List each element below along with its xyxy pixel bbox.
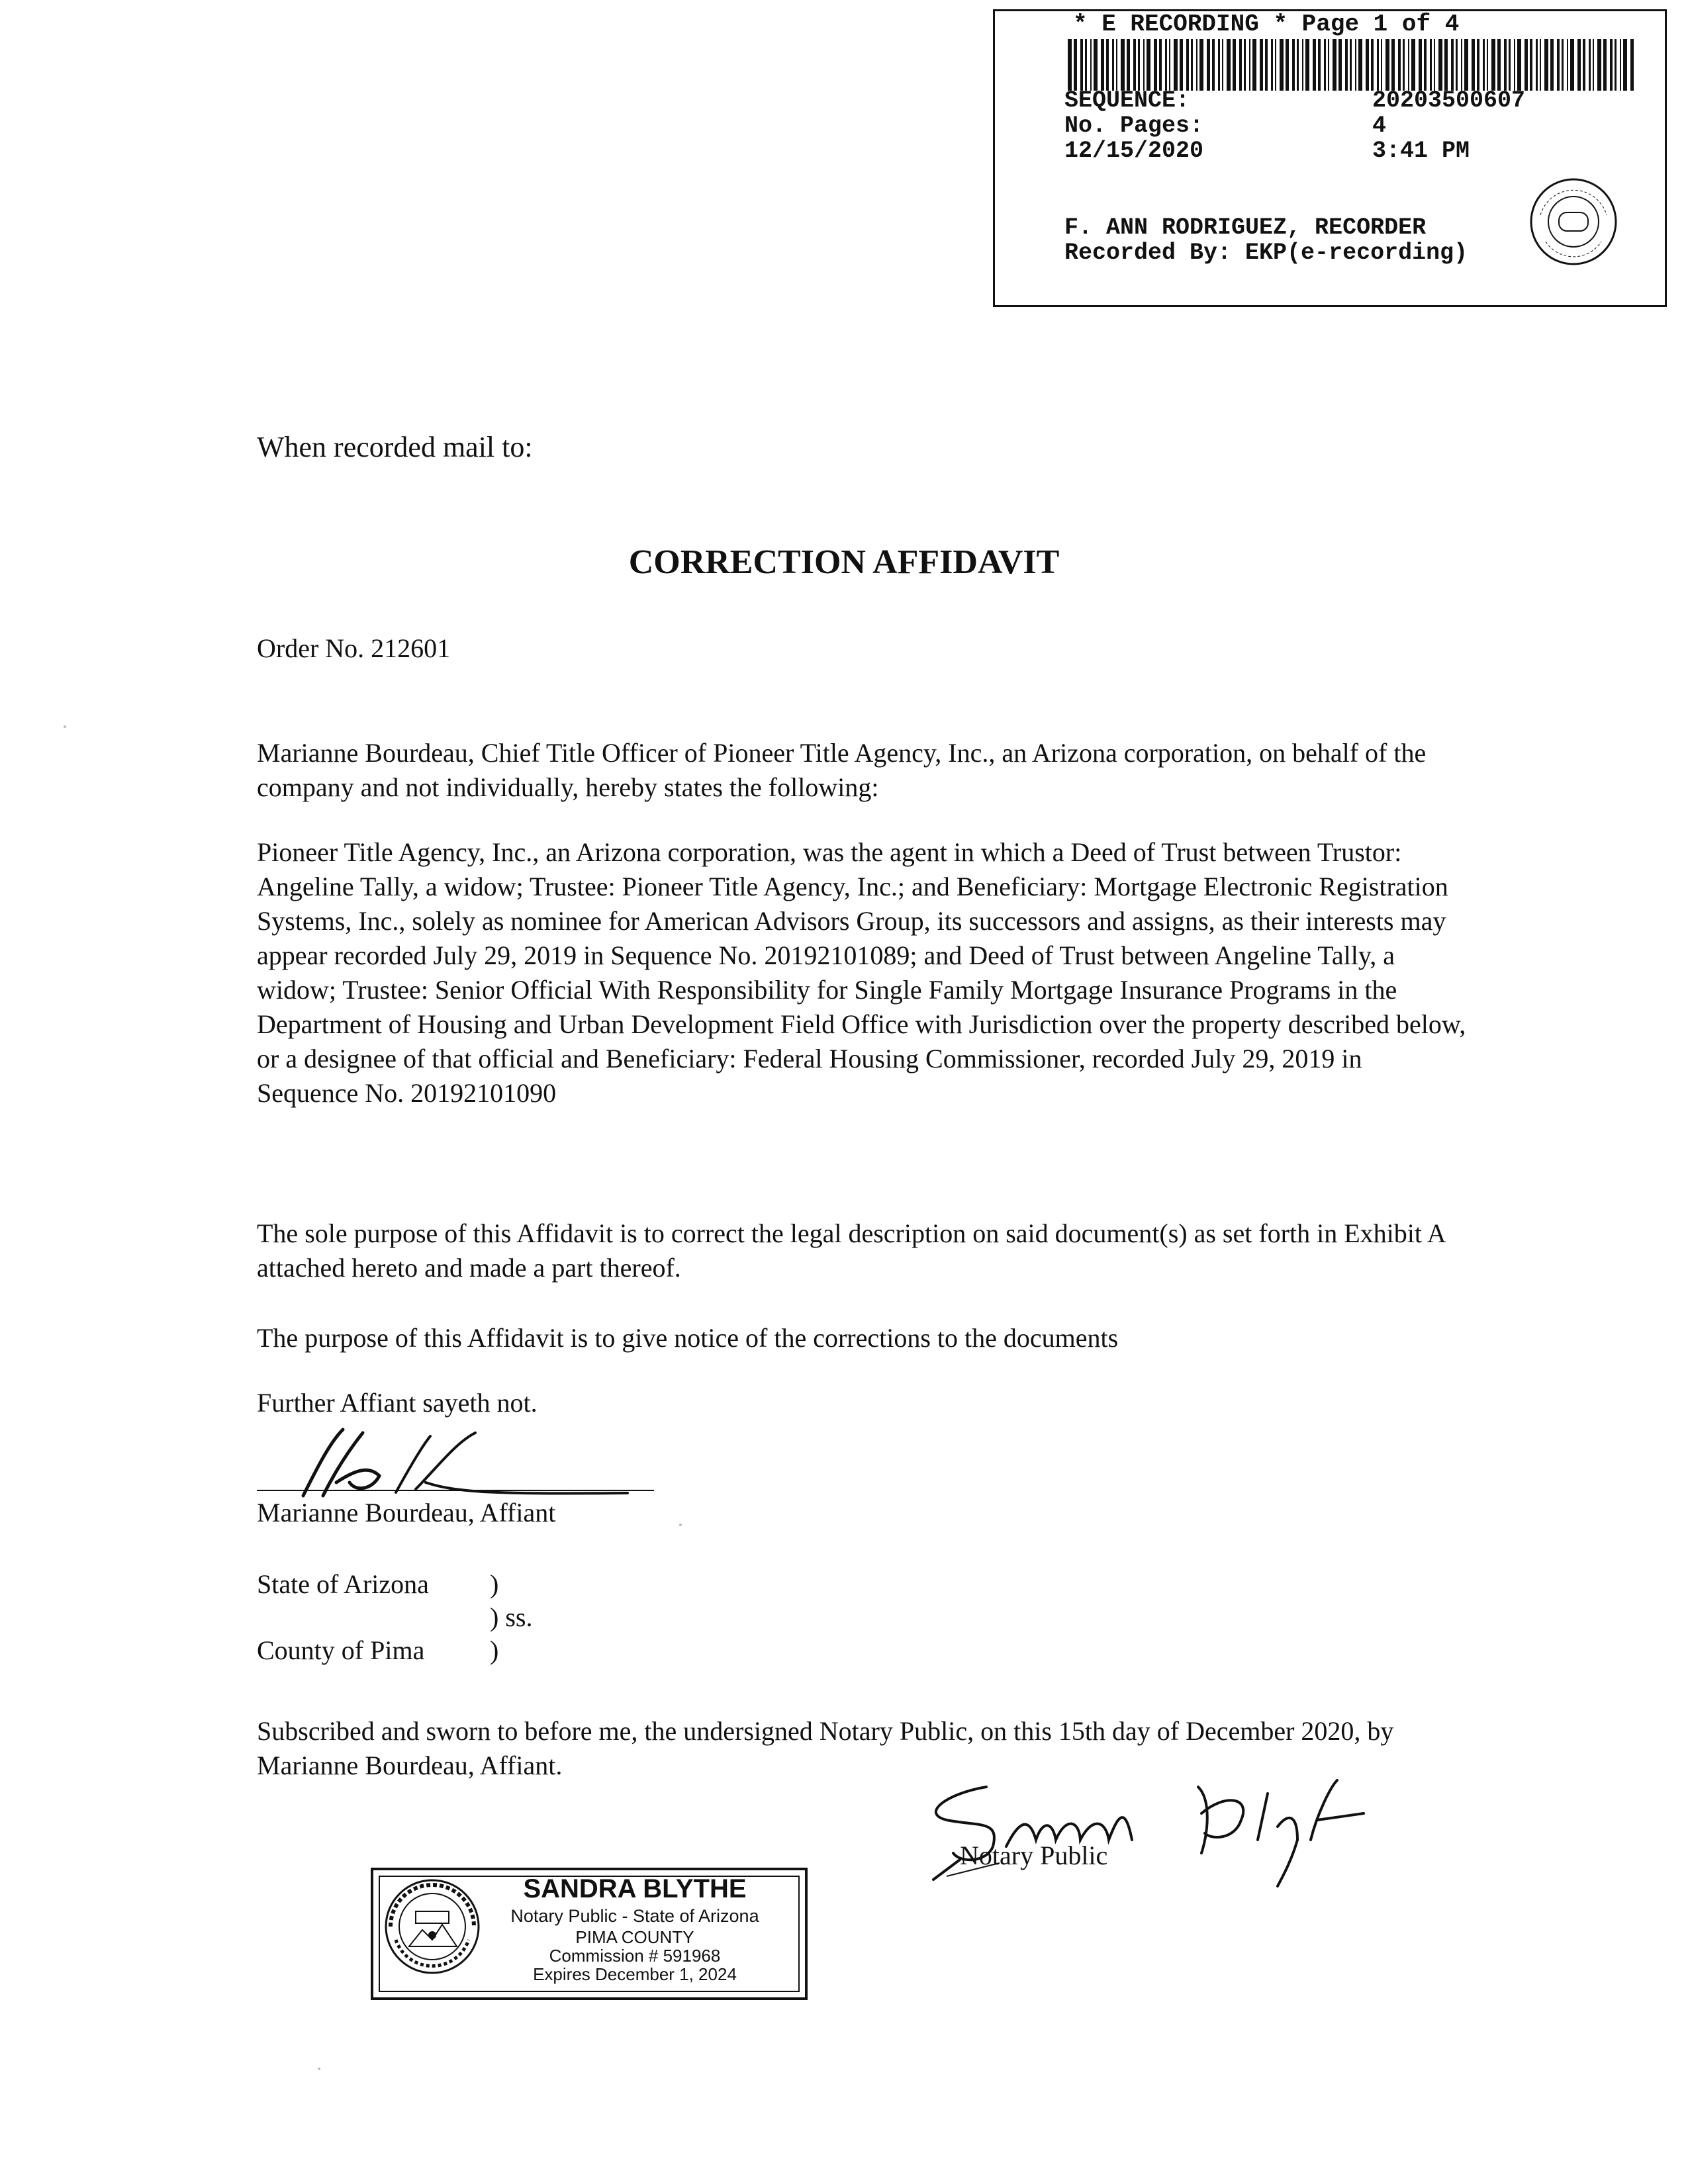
subscribed-paragraph: Subscribed and sworn to before me, the undersigned Notary Public, on this 15th day of December 2020, by Marianne Bourdeau, Affiant. [257, 1716, 1394, 1780]
barcode-bar [1464, 39, 1468, 91]
barcode-bar [1550, 39, 1554, 91]
barcode-bar [1544, 39, 1548, 91]
barcode-bar [1227, 39, 1231, 91]
county-paren: ) [490, 1635, 499, 1665]
barcode-bar [1557, 39, 1560, 91]
barcode-bar [1154, 39, 1157, 91]
barcode-bar [1138, 39, 1140, 91]
barcode-bar [1411, 39, 1415, 91]
barcode-bar [1491, 39, 1495, 91]
affiant-name: Marianne Bourdeau, Affiant [257, 1498, 556, 1527]
barcode-bar [1094, 39, 1098, 91]
mail-to-label: When recorded mail to: [257, 431, 533, 463]
barcode-bar [1143, 39, 1145, 91]
barcode-bar [1589, 39, 1591, 91]
notary-title: Notary Public - State of Arizona [510, 1906, 759, 1926]
barcode-bar [1121, 39, 1125, 91]
barcode-bar [1116, 39, 1117, 91]
purpose-paragraph: The sole purpose of this Affidavit is to correct the legal description on said document(s) as set forth in Exhibit A attached hereto and made a part thereof. [257, 1218, 1445, 1283]
notice-paragraph: The purpose of this Affidavit is to give notice of the corrections to the documents [257, 1323, 1119, 1353]
barcode-bar [1456, 39, 1458, 91]
barcode-bar [1191, 39, 1193, 91]
recording-stamp [993, 9, 1667, 307]
recording-time: 3:41 PM [1372, 138, 1470, 164]
barcode-bar [1265, 39, 1268, 91]
barcode-bar [1540, 39, 1541, 91]
recording-header: * E RECORDING * Page 1 of 4 [1073, 11, 1460, 38]
affiant-signature [257, 1416, 654, 1509]
barcode-bar [1350, 39, 1352, 91]
county-recorder-seal-icon [1527, 175, 1620, 268]
notary-commission: Commission # 591968 [549, 1946, 721, 1966]
barcode-bar [1461, 39, 1462, 91]
barcode-bar [1371, 39, 1374, 91]
barcode-bar [1419, 39, 1422, 91]
barcode-bar [1127, 39, 1130, 91]
barcode-bar [1159, 39, 1162, 91]
notary-signature [907, 1747, 1476, 1893]
state-paren: ) [490, 1569, 499, 1599]
barcode-bar [1593, 39, 1594, 91]
county-label: County of Pima [257, 1635, 425, 1665]
barcode-bar [1514, 39, 1515, 91]
barcode-bar [1286, 39, 1289, 91]
barcode-bar [1297, 39, 1299, 91]
notary-county: PIMA COUNTY [575, 1927, 694, 1947]
barcode-bar [1292, 39, 1295, 91]
barcode-bar [1385, 39, 1389, 91]
barcode-bar [1504, 39, 1507, 91]
barcode-bar [1106, 39, 1109, 91]
barcode-bar [1180, 39, 1183, 91]
document-title: CORRECTION AFFIDAVIT [628, 543, 1060, 581]
barcode-bar [1597, 39, 1601, 91]
notary-name: SANDRA BLYTHE [523, 1874, 747, 1903]
barcode-bar [1524, 39, 1528, 91]
barcode-bar [1133, 39, 1136, 91]
sequence-value: 20203500607 [1372, 87, 1526, 114]
arizona-state-seal-icon [383, 1877, 482, 1976]
pages-label: No. Pages: [1064, 113, 1204, 139]
barcode-bar [1398, 39, 1401, 91]
barcode-bar [1080, 39, 1083, 91]
ss-label: ) ss. [490, 1602, 533, 1632]
barcode-bar [1244, 39, 1246, 91]
barcode-bar [1239, 39, 1242, 91]
barcode-bar [1366, 39, 1369, 91]
barcode-bar [1610, 39, 1613, 91]
barcode-bar [1377, 39, 1379, 91]
recorded-by: Recorded By: EKP(e-recording) [1064, 240, 1468, 266]
barcode-bar [1252, 39, 1256, 91]
barcode-bar [1280, 39, 1284, 91]
barcode-bar [1169, 39, 1170, 91]
barcode-bar [1381, 39, 1382, 91]
barcode-bar [1101, 39, 1104, 91]
barcode-bar [1318, 39, 1321, 91]
barcode-bar [1196, 39, 1197, 91]
notary-public-label: Notary Public [960, 1841, 1108, 1870]
barcode-bar [1147, 39, 1150, 91]
barcode-bar [1165, 39, 1167, 91]
barcode-bar [1271, 39, 1273, 91]
barcode-bar [1517, 39, 1521, 91]
barcode-bar [1249, 39, 1250, 91]
barcode-bar [1313, 39, 1316, 91]
barcode-bar [1338, 39, 1342, 91]
barcode-bar [1260, 39, 1263, 91]
recorder-name: F. ANN RODRIGUEZ, RECORDER [1064, 214, 1427, 241]
barcode-bar [1305, 39, 1309, 91]
barcode-bar [1509, 39, 1511, 91]
barcode-bar [1085, 39, 1087, 91]
barcode-bar [1620, 39, 1621, 91]
barcode-bar [1487, 39, 1488, 91]
pages-value: 4 [1372, 113, 1387, 139]
barcode-bar [1207, 39, 1210, 91]
barcode-bar [1302, 39, 1303, 91]
barcode-bar [1186, 39, 1189, 91]
barcode-bar [1218, 39, 1220, 91]
barcode-bar [1174, 39, 1178, 91]
barcode-bar [1615, 39, 1617, 91]
barcode-bar [1358, 39, 1362, 91]
barcode-bar [1444, 39, 1448, 91]
barcode-bar [1391, 39, 1395, 91]
barcode-bar [1212, 39, 1215, 91]
barcode-bar [1483, 39, 1485, 91]
barcode-bar [1567, 39, 1568, 91]
barcode-bar [1603, 39, 1607, 91]
state-label: State of Arizona [257, 1569, 429, 1599]
barcode-bar [1570, 39, 1574, 91]
barcode-bar [1497, 39, 1501, 91]
deed-paragraph: Pioneer Title Agency, Inc., an Arizona corporation, was the agent in which a Deed of Trust between Trustor: Angeline Tally, a widow; Trustee: Pioneer Title Agency, Inc.; and Beneficiary: Mortgage Electronic Registration Systems, Inc., solely as nominee for American Advisors Group, its successors and assigns, as their interests may appear recorded July 29, 2019 in Sequence No. 20192101089; and Deed of Trust between Angeline Tally, a widow; Trustee: Senior Official With Responsibility for Single Family Mortgage Insurance Programs in the Department of Housing and Urban Development Field Office with Jurisdiction over the property described below, or a designee of that official and Beneficiary: Federal Housing Commissioner, recorded July 29, 2019 in Sequence No. 20192101090 [257, 837, 1466, 1108]
intro-paragraph: Marianne Bourdeau, Chief Title Officer of Pioneer Title Agency, Inc., an Arizona corporation, on behalf of the company and not individually, hereby states the following: [257, 738, 1427, 802]
barcode-bar [1074, 39, 1077, 91]
barcode-bar [1630, 39, 1634, 91]
barcode-bar [1623, 39, 1627, 91]
barcode-bar [1324, 39, 1326, 91]
barcode-bar [1233, 39, 1236, 91]
barcode-bar [1438, 39, 1442, 91]
notary-stamp [371, 1868, 808, 2000]
barcode-bar [1477, 39, 1479, 91]
scan-speck [64, 725, 66, 728]
barcode-bar [1562, 39, 1564, 91]
barcode-bar [1275, 39, 1276, 91]
barcode-bar [1355, 39, 1356, 91]
barcode-bar [1199, 39, 1203, 91]
barcode-bar [1222, 39, 1223, 91]
further-affiant: Further Affiant sayeth not. [257, 1388, 538, 1418]
recording-date: 12/15/2020 [1064, 138, 1204, 164]
barcode-bar [1328, 39, 1329, 91]
sequence-label: SEQUENCE: [1064, 87, 1190, 114]
barcode-bar [1112, 39, 1114, 91]
barcode-bar [1408, 39, 1409, 91]
barcode-bar [1451, 39, 1454, 91]
notary-expires: Expires December 1, 2024 [533, 1964, 737, 1984]
barcode-bar [1424, 39, 1427, 91]
barcode-bar [1090, 39, 1092, 91]
barcode-bar [1577, 39, 1581, 91]
barcode-bar [1333, 39, 1336, 91]
scan-speck [679, 1524, 682, 1526]
barcode-bar [1434, 39, 1435, 91]
scan-speck [318, 2068, 320, 2070]
barcode-bar [1403, 39, 1405, 91]
barcode-bar [1583, 39, 1585, 91]
barcode-bar [1472, 39, 1475, 91]
barcode-bar [1345, 39, 1348, 91]
barcode-bar [1068, 39, 1072, 91]
barcode-bar [1530, 39, 1532, 91]
order-number: Order No. 212601 [257, 633, 451, 663]
barcode-bar [1536, 39, 1538, 91]
barcode-icon [1068, 39, 1637, 91]
barcode-bar [1430, 39, 1432, 91]
